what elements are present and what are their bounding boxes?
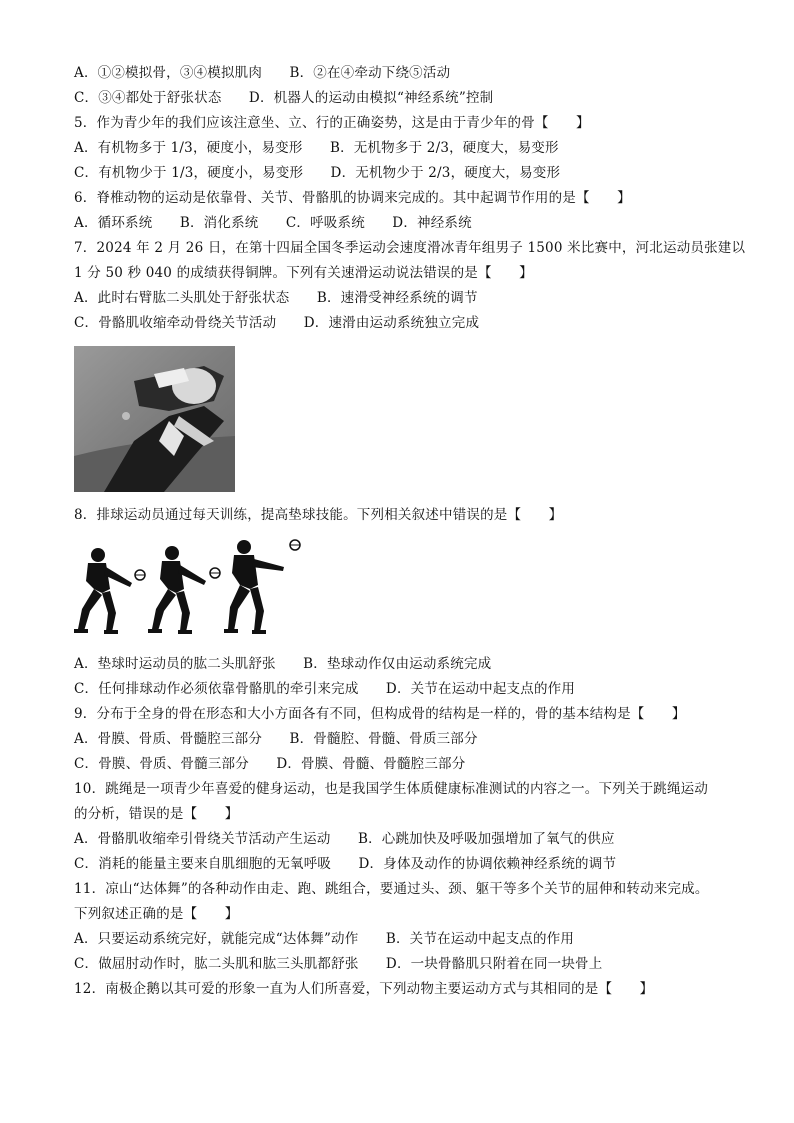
q8-options-ab: A．垫球时运动员的肱二头肌舒张 B．垫球动作仅由运动系统完成 <box>74 656 492 672</box>
q9-options-ab: A．骨膜、骨质、骨髓腔三部分 B．骨髓腔、骨髓、骨质三部分 <box>74 731 478 747</box>
q11-stem-line2: 下列叙述正确的是【 】 <box>74 906 239 922</box>
q6-options: A．循环系统 B．消化系统 C．呼吸系统 D．神经系统 <box>74 215 472 231</box>
volleyball-players-figure <box>72 537 304 639</box>
q6-stem: 6．脊椎动物的运动是依靠骨、关节、骨骼肌的协调来完成的。其中起调节作用的是【 】 <box>74 190 631 206</box>
q10-stem-line2: 的分析，错误的是【 】 <box>74 806 239 822</box>
q11-options-ab: A．只要运动系统完好，就能完成“达体舞”动作 B．关节在运动中起支点的作用 <box>74 931 575 947</box>
q10-options-cd: C．消耗的能量主要来自肌细胞的无氧呼吸 D．身体及动作的协调依赖神经系统的调节 <box>74 856 617 872</box>
q11-stem-line1: 11．凉山“达体舞”的各种动作由走、跑、跳组合，要通过头、颈、躯干等多个关节的屈伸和转动来完成。 <box>74 881 709 897</box>
q7-options-ab: A．此时右臂肱二头肌处于舒张状态 B．速滑受神经系统的调节 <box>74 290 478 306</box>
q5-options-ab: A．有机物多于 1/3，硬度小，易变形 B．无机物多于 2/3，硬度大，易变形 <box>74 140 559 156</box>
q8-options-cd: C．任何排球动作必须依靠骨骼肌的牵引来完成 D．关节在运动中起支点的作用 <box>74 681 576 697</box>
q9-options-cd: C．骨膜、骨质、骨髓三部分 D．骨膜、骨髓、骨髓腔三部分 <box>74 756 466 772</box>
q7-options-cd: C．骨骼肌收缩牵动骨绕关节活动 D．速滑由运动系统独立完成 <box>74 315 480 331</box>
q12-stem: 12．南极企鹅以其可爱的形象一直为人们所喜爱，下列动物主要运动方式与其相同的是【 】 <box>74 981 654 997</box>
speed-skater-photo <box>74 346 235 492</box>
q7-stem-line1: 7．2024 年 2 月 26 日，在第十四届全国冬季运动会速度滑冰青年组男子 1500 米比赛中，河北运动员张建以 <box>74 240 746 256</box>
q7-stem-line2: 1 分 50 秒 040 的成绩获得铜牌。下列有关速滑运动说法错误的是【 】 <box>74 265 533 281</box>
q5-stem: 5．作为青少年的我们应该注意坐、立、行的正确姿势，这是由于青少年的骨【 】 <box>74 115 590 131</box>
q10-stem-line1: 10．跳绳是一项青少年喜爱的健身运动，也是我国学生体质健康标准测试的内容之一。下列关于跳绳运动 <box>74 781 709 797</box>
q10-options-ab: A．骨骼肌收缩牵引骨绕关节活动产生运动 B．心跳加快及呼吸加强增加了氧气的供应 <box>74 831 615 847</box>
q11-options-cd: C．做屈肘动作时，肱二头肌和肱三头肌都舒张 D．一块骨骼肌只附着在同一块骨上 <box>74 956 603 972</box>
q5-options-cd: C．有机物少于 1/3，硬度小，易变形 D．无机物少于 2/3，硬度大，易变形 <box>74 165 561 181</box>
q4-options-cd: C．③④都处于舒张状态 D．机器人的运动由模拟“神经系统”控制 <box>74 90 494 106</box>
q9-stem: 9．分布于全身的骨在形态和大小方面各有不同，但构成骨的结构是一样的，骨的基本结构是【 】 <box>74 706 686 722</box>
q8-stem: 8．排球运动员通过每天训练，提高垫球技能。下列相关叙述中错误的是【 】 <box>74 507 563 523</box>
q4-options-ab: A．①②模拟骨，③④模拟肌肉 B．②在④牵动下绕⑤活动 <box>74 65 451 81</box>
